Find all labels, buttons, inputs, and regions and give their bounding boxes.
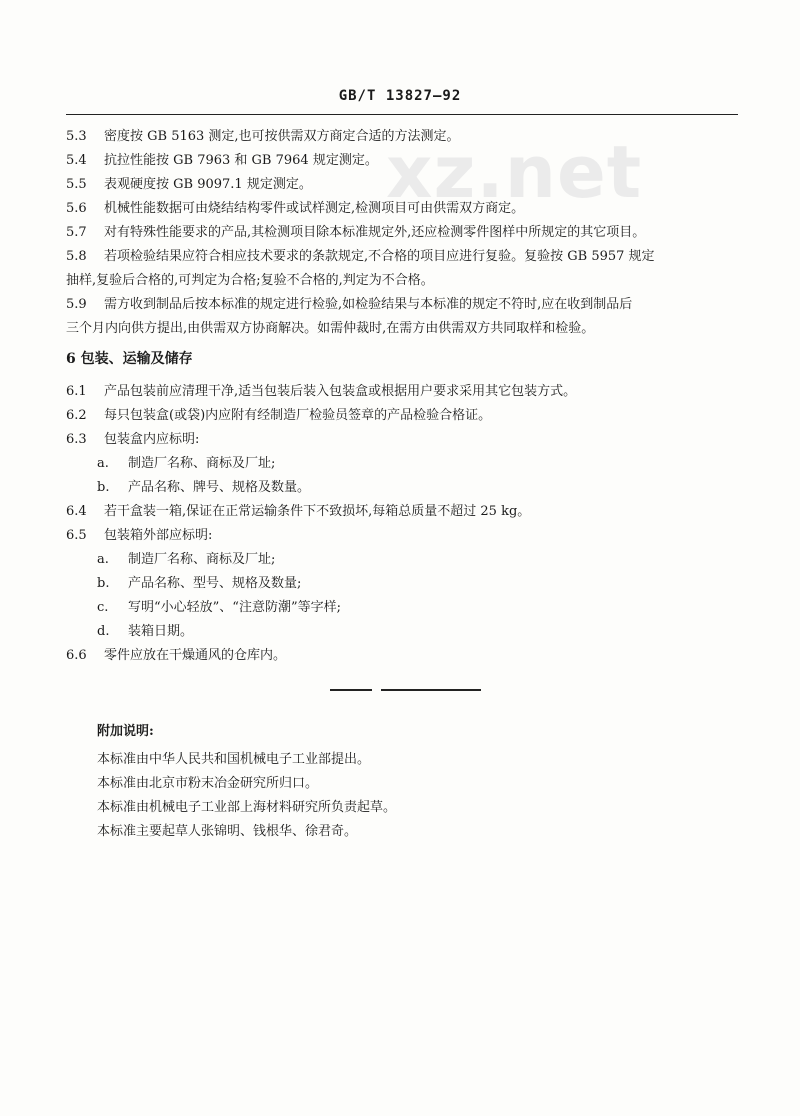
clause-text: 需方收到制品后按本标准的规定进行检验,如检验结果与本标准的规定不符时,应在收到制品后 bbox=[104, 297, 633, 312]
clause-number: 5.6 bbox=[66, 201, 87, 216]
clause-number: 6.6 bbox=[66, 648, 87, 663]
clause-continuation: 抽样,复验后合格的,可判定为合格;复验不合格的,判定为不合格。 bbox=[66, 273, 434, 288]
list-item-text: 制造厂名称、商标及厂址; bbox=[128, 456, 276, 471]
header-rule bbox=[66, 114, 738, 115]
list-item-text: 装箱日期。 bbox=[128, 624, 194, 639]
note-line: 本标准由北京市粉末冶金研究所归口。 bbox=[97, 776, 319, 791]
clause-text: 机械性能数据可由烧结结构零件或试样测定,检测项目可由供需双方商定。 bbox=[104, 201, 525, 216]
clause-text: 密度按 GB 5163 测定,也可按供需双方商定合适的方法测定。 bbox=[104, 129, 460, 144]
clause-text: 产品包装前应清理干净,适当包装后装入包装盒或根据用户要求采用其它包装方式。 bbox=[104, 384, 577, 399]
clause-number: 5.3 bbox=[66, 129, 87, 144]
note-line: 本标准由中华人民共和国机械电子工业部提出。 bbox=[97, 752, 371, 767]
clause-number: 5.4 bbox=[66, 153, 87, 168]
list-item-text: 产品名称、牌号、规格及数量。 bbox=[128, 480, 311, 495]
clause-number: 5.9 bbox=[66, 297, 87, 312]
clause-text: 包装盒内应标明: bbox=[104, 432, 200, 447]
list-item-label: b. bbox=[97, 480, 110, 495]
clause-text: 每只包装盒(或袋)内应附有经制造厂检验员签章的产品检验合格证。 bbox=[104, 408, 492, 423]
list-item-label: c. bbox=[97, 600, 109, 615]
clause-number: 5.5 bbox=[66, 177, 87, 192]
clause-number: 6.1 bbox=[66, 384, 87, 399]
list-item-text: 制造厂名称、商标及厂址; bbox=[128, 552, 276, 567]
clause-number: 6.2 bbox=[66, 408, 87, 423]
note-line: 本标准主要起草人张锦明、钱根华、徐君奇。 bbox=[97, 824, 358, 839]
notes-heading: 附加说明: bbox=[97, 724, 154, 739]
clause-continuation: 三个月内向供方提出,由供需双方协商解决。如需仲裁时,在需方由供需双方共同取样和检验。 bbox=[66, 321, 595, 336]
list-item-label: a. bbox=[97, 456, 109, 471]
clause-text: 表观硬度按 GB 9097.1 规定测定。 bbox=[104, 177, 312, 192]
list-item-label: b. bbox=[97, 576, 110, 591]
end-rule-right bbox=[381, 689, 481, 691]
clause-text: 若项检验结果应符合相应技术要求的条款规定,不合格的项目应进行复验。复验按 GB 5957 规定 bbox=[104, 249, 655, 264]
list-item-label: a. bbox=[97, 552, 109, 567]
clause-text: 对有特殊性能要求的产品,其检测项目除本标准规定外,还应检测零件图样中所规定的其它项目。 bbox=[104, 225, 646, 240]
clause-number: 5.7 bbox=[66, 225, 87, 240]
list-item-label: d. bbox=[97, 624, 110, 639]
clause-number: 6.4 bbox=[66, 504, 87, 519]
watermark: xz.net bbox=[386, 130, 643, 214]
clause-text: 零件应放在干燥通风的仓库内。 bbox=[104, 648, 287, 663]
clause-text: 抗拉性能按 GB 7963 和 GB 7964 规定测定。 bbox=[104, 153, 378, 168]
standard-number: GB/T 13827—92 bbox=[338, 88, 462, 104]
clause-text: 若干盒装一箱,保证在正常运输条件下不致损坏,每箱总质量不超过 25 kg。 bbox=[104, 504, 531, 519]
clause-number: 6.3 bbox=[66, 432, 87, 447]
clause-text: 包装箱外部应标明: bbox=[104, 528, 213, 543]
list-item-text: 产品名称、型号、规格及数量; bbox=[128, 576, 302, 591]
note-line: 本标准由机械电子工业部上海材料研究所负责起草。 bbox=[97, 800, 397, 815]
clause-number: 5.8 bbox=[66, 249, 87, 264]
end-rule-left bbox=[330, 689, 372, 691]
list-item-text: 写明“小心轻放”、“注意防潮”等字样; bbox=[128, 600, 341, 615]
section-6-title: 6 包装、运输及储存 bbox=[66, 351, 193, 367]
clause-number: 6.5 bbox=[66, 528, 87, 543]
